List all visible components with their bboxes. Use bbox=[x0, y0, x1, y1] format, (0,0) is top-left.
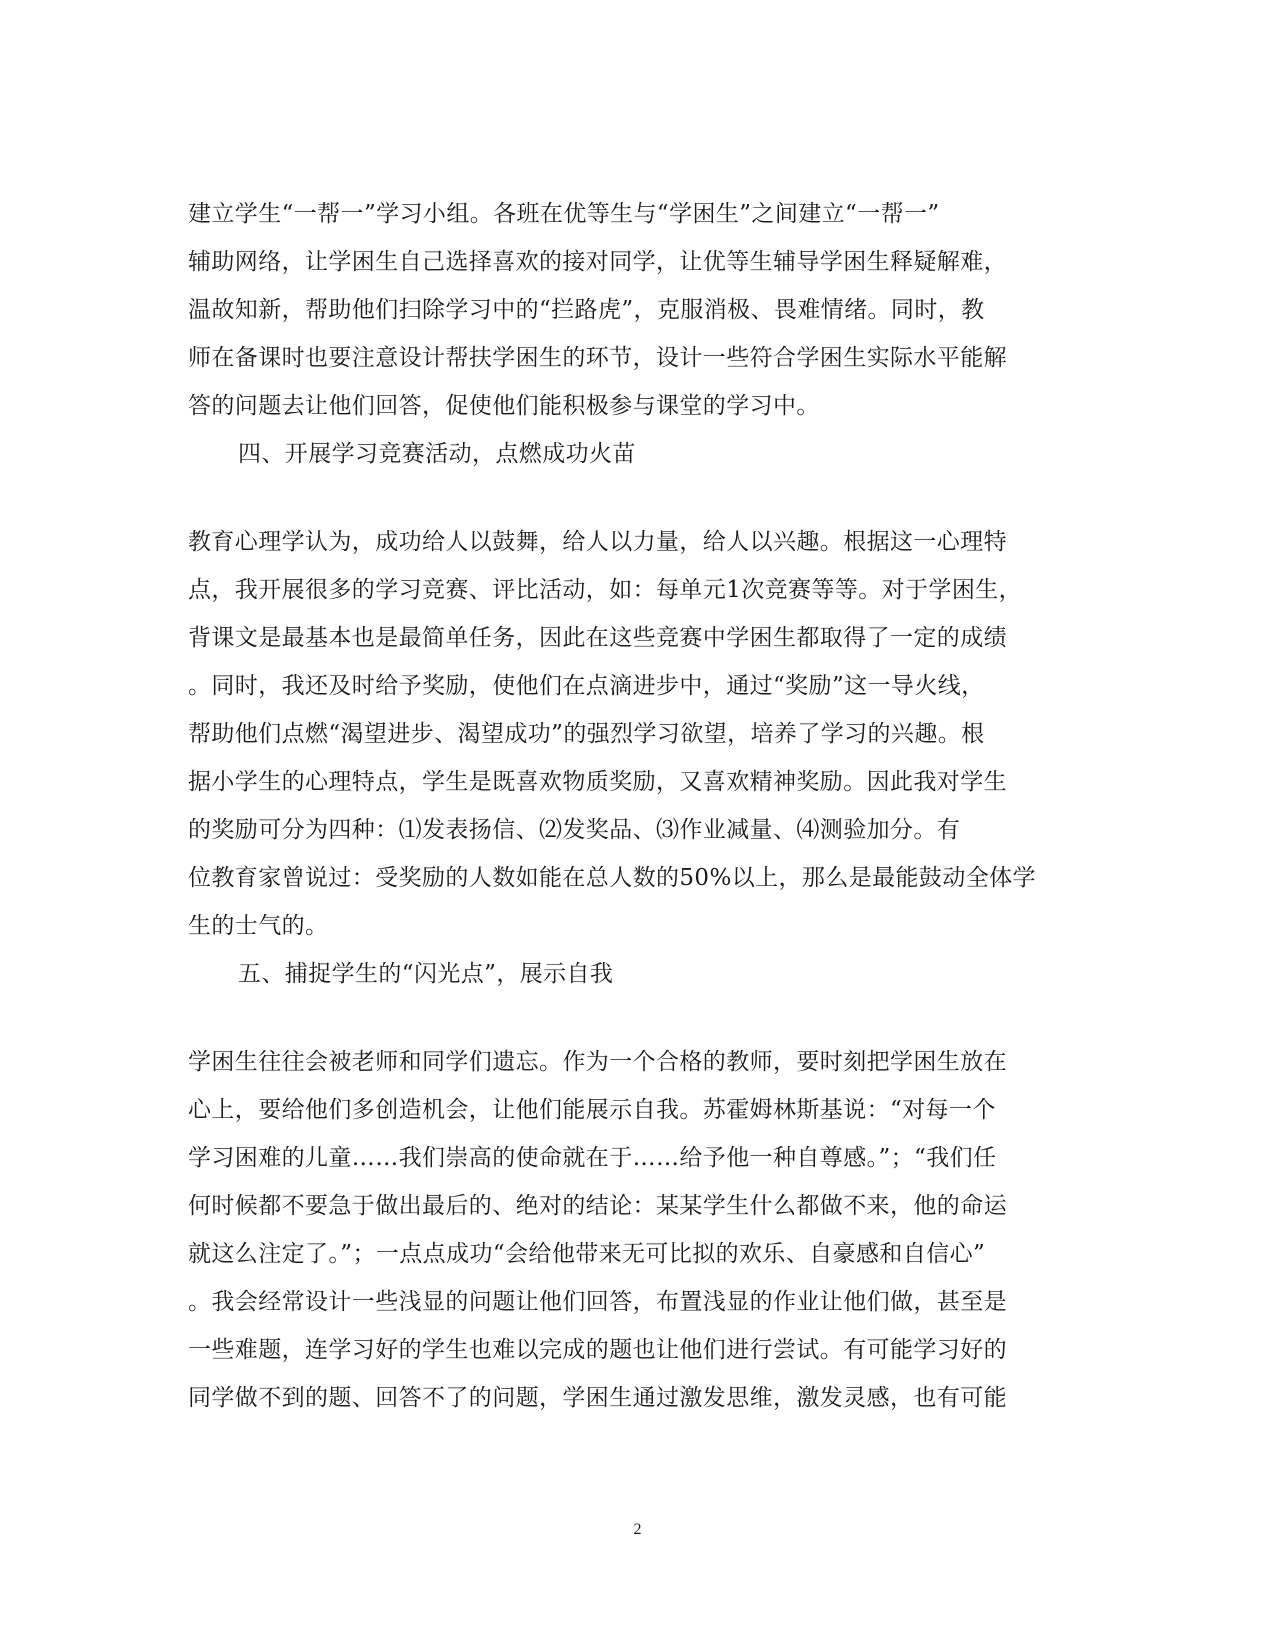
paragraph-line: 就这么注定了。”；一点点成功“会给他带来无可比拟的欢乐、自豪感和自信心” bbox=[188, 1241, 986, 1267]
paragraph-line: 的奖励可分为四种：⑴发表扬信、⑵发奖品、⑶作业减量、⑷测验加分。有 bbox=[188, 817, 961, 843]
paragraph-line: 。我会经常设计一些浅显的问题让他们回答，布置浅显的作业让他们做，甚至是 bbox=[188, 1289, 1007, 1315]
paragraph-line: 教育心理学认为，成功给人以鼓舞，给人以力量，给人以兴趣。根据这一心理特 bbox=[188, 529, 1007, 555]
paragraph-line: 学习困难的儿童……我们崇高的使命就在于……给予他一种自尊感。”；“我们任 bbox=[188, 1145, 997, 1171]
paragraph-line: 答的问题去让他们回答，促使他们能积极参与课堂的学习中。 bbox=[188, 393, 820, 419]
paragraph-line: 辅助网络，让学困生自己选择喜欢的接对同学，让优等生辅导学困生释疑解难， bbox=[188, 249, 1007, 275]
paragraph-line: 帮助他们点燃“渴望进步、渴望成功”的强烈学习欲望，培养了学习的兴趣。根 bbox=[188, 721, 985, 747]
paragraph-line: 同学做不到的题、回答不了的问题，学困生通过激发思维，激发灵感，也有可能 bbox=[188, 1385, 1007, 1411]
paragraph-line: 背课文是最基本也是最简单任务，因此在这些竞赛中学困生都取得了一定的成绩 bbox=[188, 625, 1007, 651]
paragraph-line: 生的士气的。 bbox=[188, 913, 329, 939]
paragraph-line: 学困生往往会被老师和同学们遗忘。作为一个合格的教师，要时刻把学困生放在 bbox=[188, 1049, 1007, 1075]
page-number: 2 bbox=[633, 1521, 642, 1538]
paragraph-line: 何时候都不要急于做出最后的、绝对的结论：某某学生什么都做不来，他的命运 bbox=[188, 1193, 1007, 1219]
paragraph-line: 一些难题，连学习好的学生也难以完成的题也让他们进行尝试。有可能学习好的 bbox=[188, 1337, 1007, 1363]
paragraph-line: 据小学生的心理特点，学生是既喜欢物质奖励，又喜欢精神奖励。因此我对学生 bbox=[188, 769, 1007, 795]
paragraph-line: 心上，要给他们多创造机会，让他们能展示自我。苏霍姆林斯基说：“对每一个 bbox=[188, 1097, 996, 1123]
paragraph-line: 建立学生“一帮一”学习小组。各班在优等生与“学困生”之间建立“一帮一” bbox=[188, 201, 940, 227]
section-heading-4: 四、开展学习竞赛活动，点燃成功火苗 bbox=[238, 441, 636, 467]
paragraph-1 bbox=[188, 190, 1068, 430]
paragraph-line: 位教育家曾说过：受奖励的人数如能在总人数的50%以上，那么是最能鼓动全体学 bbox=[188, 865, 1036, 891]
paragraph-line: 。同时，我还及时给予奖励，使他们在点滴进步中，通过“奖励”这一导火线， bbox=[188, 673, 985, 699]
section-heading-5: 五、捕捉学生的“闪光点”，展示自我 bbox=[238, 961, 614, 987]
paragraph-2 bbox=[188, 518, 1068, 950]
paragraph-line: 师在备课时也要注意设计帮扶学困生的环节，设计一些符合学困生实际水平能解 bbox=[188, 345, 1007, 371]
paragraph-line: 温故知新，帮助他们扫除学习中的“拦路虎”，克服消极、畏难情绪。同时，教 bbox=[188, 297, 985, 323]
paragraph-3 bbox=[188, 1038, 1068, 1422]
paragraph-line: 点，我开展很多的学习竞赛、评比活动，如：每单元1次竞赛等等。对于学困生， bbox=[188, 577, 1023, 603]
